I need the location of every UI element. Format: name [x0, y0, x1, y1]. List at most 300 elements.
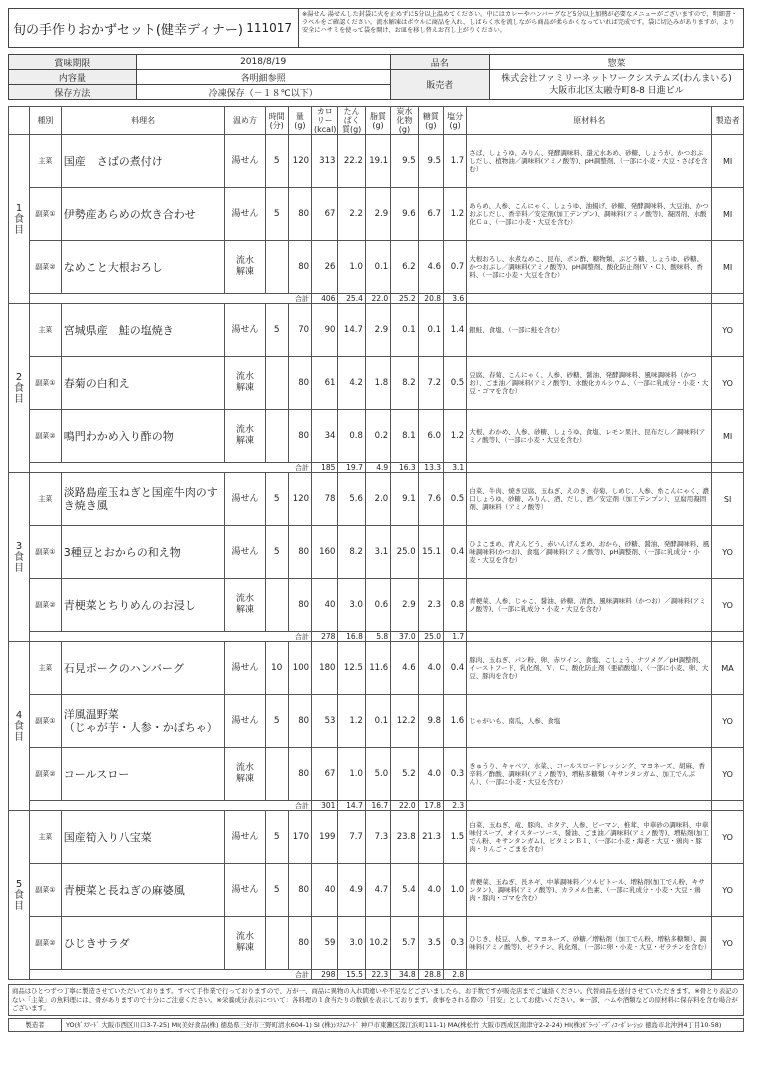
salt-value: 1.0	[444, 864, 467, 917]
total-carb: 25.2	[391, 294, 418, 304]
total-fat: 22.0	[365, 294, 390, 304]
table-row	[9, 410, 744, 463]
sugar-value: 9.8	[418, 695, 443, 748]
dish-name: 国産筍入り八宝菜	[61, 811, 225, 864]
salt-value: 0.4	[444, 526, 467, 579]
total-sugar: 13.3	[418, 463, 443, 473]
heating-method: 流水 解凍	[225, 357, 265, 410]
col-time: 時間(分)	[265, 107, 288, 135]
total-empty-ingredients	[467, 970, 712, 980]
total-empty-maker	[712, 632, 744, 642]
col-salt: 塩分(g)	[444, 107, 467, 135]
maker-code: YO	[712, 579, 744, 632]
time-value: 5	[265, 135, 288, 188]
fat-value: 4.7	[365, 864, 390, 917]
col-day	[9, 107, 30, 135]
total-row	[9, 294, 744, 304]
maker-code: MI	[712, 410, 744, 463]
table-row	[9, 695, 744, 748]
col-sugar: 糖質(g)	[418, 107, 443, 135]
calorie-value: 59	[312, 917, 338, 970]
protein-value: 3.0	[338, 917, 365, 970]
calorie-value: 67	[312, 748, 338, 801]
footer-note: 商品はひとつずつ丁寧に製造させていただいております。すべて手作業で行っておりますので、万が一、商品に異物の入れ間違いや不足などございましたら、お手数ですが販売店までご連絡ください。代替商品を送付させていただきます。※骨とり表記のない「主菜」の魚料理には、骨がありますので十分にご注意ください。※栄養成分表示について：各料理の１食当たりの数値を表示しております。食事をされる際の「目安」としてお使いください。※一部、ハムや酒類などの原材料に保存料を含む場合がございます。	[8, 984, 744, 1016]
carb-value: 23.8	[391, 811, 418, 864]
amount-value: 120	[288, 135, 311, 188]
calorie-value: 40	[312, 864, 338, 917]
amount-value: 80	[288, 917, 311, 970]
dish-name: ひじきサラダ	[61, 917, 225, 970]
salt-value: 1.5	[444, 811, 467, 864]
sugar-value: 6.0	[418, 410, 443, 463]
ingredients-text: 白菜、玉ねぎ、竜、豚肉、ホタテ、人参、ピーマン、椎茸、中華砂の調味料、中華味付スープ、オイスターソース、醤油、ごま油／調味料(アミノ酸等)、増粘剤(加工でん粉、キサンタンガム)、ビタミンＢ１、（一部に小麦・海老・大豆・鶏肉・豚肉・りんご・ごまを含む）	[467, 811, 712, 864]
ingredients-text: 青梗菜、人参、じゃこ、醤油、砂糖、清酒、風味調味料（かつお）／調味料(アミノ酸等)、（一部に乳成分・小麦・大豆を含む）	[467, 579, 712, 632]
ingredients-text: じゃがいも、南瓜、人参、食塩	[467, 695, 712, 748]
maker-code: MI	[712, 135, 744, 188]
salt-value: 1.6	[444, 695, 467, 748]
col-dish: 料理名	[61, 107, 225, 135]
calorie-value: 34	[312, 410, 338, 463]
total-sugar: 17.8	[418, 801, 443, 811]
product-value: 惣菜	[489, 55, 743, 70]
total-salt: 3.6	[444, 294, 467, 304]
col-ingredients: 原材料名	[467, 107, 712, 135]
total-row	[9, 463, 744, 473]
table-row	[9, 642, 744, 695]
maker-code: YO	[712, 864, 744, 917]
dish-category: 副菜②	[30, 748, 62, 801]
dish-category: 副菜①	[30, 695, 62, 748]
sugar-value: 2.3	[418, 579, 443, 632]
carb-value: 12.2	[391, 695, 418, 748]
fat-value: 7.3	[365, 811, 390, 864]
amount-value: 80	[288, 748, 311, 801]
heating-method: 湯せん	[225, 526, 265, 579]
dish-category: 主菜	[30, 811, 62, 864]
carb-value: 5.2	[391, 748, 418, 801]
maker-code: MI	[712, 188, 744, 241]
total-empty-maker	[712, 294, 744, 304]
ingredients-text: 白菜、牛肉、焼き豆腐、玉ねぎ、えのき、春菊、しめじ、人参、糸こんにゃく、濃口しょうゆ、砂糖、みりん、酒、だし、酒／安定剤（加工デンプン）、豆腐用凝固剤、調味料（アミノ酸等）	[467, 473, 712, 526]
protein-value: 14.7	[338, 304, 365, 357]
sugar-value: 7.6	[418, 473, 443, 526]
fat-value: 3.1	[365, 526, 390, 579]
table-row	[9, 811, 744, 864]
maker-code: YO	[712, 357, 744, 410]
calorie-value: 90	[312, 304, 338, 357]
dish-category: 副菜②	[30, 917, 62, 970]
document-title: 旬の手作りおかずセット(健幸ディナー)	[13, 22, 243, 38]
total-row	[9, 632, 744, 642]
storage-label: 保存方法	[9, 85, 137, 100]
dish-category: 副菜①	[30, 864, 62, 917]
col-fat: 脂質(g)	[365, 107, 390, 135]
calorie-value: 53	[312, 695, 338, 748]
total-cal: 185	[312, 463, 338, 473]
time-value: 5	[265, 526, 288, 579]
maker-code: YO	[712, 748, 744, 801]
time-value: 5	[265, 304, 288, 357]
sugar-value: 21.3	[418, 811, 443, 864]
meal-number-label: 2食目	[9, 304, 30, 473]
total-pro: 19.7	[338, 463, 365, 473]
content-value: 各明細参照	[136, 70, 390, 85]
total-fat: 22.3	[365, 970, 390, 980]
ingredients-text: 大根おろし、水煮なめこ、昆布、ポン酢、糖物類、ぶどう糖、しょうゆ、砂糖、かつおぶし／調味料(アミノ酸等)、pH調整剤、酸化防止剤(Ｖ・Ｃ)、酸味料、香料、（一部に小麦・大豆を含む）	[467, 241, 712, 294]
col-amount: 量(g)	[288, 107, 311, 135]
dish-category: 副菜②	[30, 579, 62, 632]
carb-value: 8.2	[391, 357, 418, 410]
total-fat: 5.8	[365, 632, 390, 642]
ingredients-text: 青梗菜、玉ねぎ、長ネギ、中華調味料／ソルビトール、増粘剤(加工でん粉、キサンタン)、調味料(アミノ酸等)、カラメル色素、（一部に乳成分・小麦・大豆・鶏肉・豚肉・ゴマを含む）	[467, 864, 712, 917]
calorie-value: 160	[312, 526, 338, 579]
fat-value: 2.0	[365, 473, 390, 526]
carb-value: 25.0	[391, 526, 418, 579]
time-value	[265, 748, 288, 801]
dish-name: 3種豆とおからの和え物	[61, 526, 225, 579]
table-row	[9, 917, 744, 970]
seller-value	[489, 70, 743, 100]
maker-code: YO	[712, 304, 744, 357]
carb-value: 8.1	[391, 410, 418, 463]
dish-name: 宮城県産 鮭の塩焼き	[61, 304, 225, 357]
total-carb: 37.0	[391, 632, 418, 642]
dish-name: 石見ポークのハンバーグ	[61, 642, 225, 695]
heating-method: 流水 解凍	[225, 917, 265, 970]
total-empty-maker	[712, 801, 744, 811]
maker-code: YO	[712, 917, 744, 970]
time-value: 5	[265, 188, 288, 241]
calorie-value: 61	[312, 357, 338, 410]
salt-value: 0.4	[444, 642, 467, 695]
salt-value: 0.7	[444, 241, 467, 294]
time-value: 5	[265, 473, 288, 526]
dish-name: 洋風温野菜 （じゃが芋・人参・かぼちゃ）	[61, 695, 225, 748]
header-note: ※湯せん 湯せんした封袋に火を止めずに5分以上温めてください。中にはカレーやハンバーグなど5分以上加熱が必要なメニューがございますので、明細書・ラベルをご確認ください。流水解凍はボウルに商品を入れ、しばらく水を流しながら商品が柔らかくなっていれば完成です。袋に切込みがありますが、より安全にハサミを使って袋を開け、お皿を移し替えお召し上がりください。	[302, 11, 738, 34]
total-label: 合計	[30, 970, 312, 980]
fat-value: 10.2	[365, 917, 390, 970]
salt-value: 1.2	[444, 188, 467, 241]
total-pro: 16.8	[338, 632, 365, 642]
dish-name: 伊勢産あらめの炊き合わせ	[61, 188, 225, 241]
amount-value: 80	[288, 357, 311, 410]
protein-value: 1.2	[338, 695, 365, 748]
fat-value: 19.1	[365, 135, 390, 188]
total-sugar: 25.0	[418, 632, 443, 642]
amount-value: 100	[288, 642, 311, 695]
menu-body	[9, 135, 744, 980]
time-value: 10	[265, 642, 288, 695]
ingredients-text: ひじき、枝豆、人参、マヨネーズ、砂糖／増粘剤（加工でん粉、増粘多糖類）、調味料(アミノ酸等)、ゼラチン、乳化剤、（一部に卵・小麦・大豆・ゼラチンを含む）	[467, 917, 712, 970]
dish-category: 副菜②	[30, 241, 62, 294]
dish-category: 副菜①	[30, 357, 62, 410]
total-empty-ingredients	[467, 632, 712, 642]
protein-value: 0.8	[338, 410, 365, 463]
col-category: 種別	[30, 107, 62, 135]
amount-value: 170	[288, 811, 311, 864]
dish-category: 主菜	[30, 473, 62, 526]
maker-code: YO	[712, 695, 744, 748]
protein-value: 8.2	[338, 526, 365, 579]
meal-number-label: 4食目	[9, 642, 30, 811]
fat-value: 0.6	[365, 579, 390, 632]
product-label: 品名	[390, 55, 489, 70]
ingredients-text: ひよこまめ、青えんどう、赤いんげんまめ、おから、砂糖、醤油、発酵調味料、風味調味料(かつお)、食塩／調味料(アミノ酸等)、pH調整剤、（一部に乳成分・小麦・大豆を含む）	[467, 526, 712, 579]
meal-number-label: 3食目	[9, 473, 30, 642]
carb-value: 9.6	[391, 188, 418, 241]
heating-method: 湯せん	[225, 642, 265, 695]
total-empty-ingredients	[467, 463, 712, 473]
protein-value: 3.0	[338, 579, 365, 632]
dish-category: 主菜	[30, 304, 62, 357]
total-fat: 16.7	[365, 801, 390, 811]
ingredients-text: あらめ、人参、こんにゃく、しょうゆ、油揚げ、砂糖、発酵調味料、大豆油、かつおぶしだし、香辛料／安定剤(加工デンプン)、調味料(アミノ酸等)、凝固剤、水酸化Ｃａ、（一部に小麦・大豆を含む）	[467, 188, 712, 241]
carb-value: 9.5	[391, 135, 418, 188]
protein-value: 2.2	[338, 188, 365, 241]
salt-value: 0.8	[444, 579, 467, 632]
salt-value: 0.3	[444, 748, 467, 801]
heating-method: 湯せん	[225, 304, 265, 357]
carb-value: 4.6	[391, 642, 418, 695]
sugar-value: 15.1	[418, 526, 443, 579]
total-cal: 278	[312, 632, 338, 642]
total-cal: 406	[312, 294, 338, 304]
seller-label: 販売者	[390, 70, 489, 100]
protein-value: 1.0	[338, 241, 365, 294]
time-value	[265, 241, 288, 294]
heating-method: 流水 解凍	[225, 579, 265, 632]
protein-value: 4.2	[338, 357, 365, 410]
ingredients-text: 銀鮭、食塩、（一部に鮭を含む）	[467, 304, 712, 357]
info-table	[8, 54, 744, 100]
dish-name: 淡路島産玉ねぎと国産牛肉のすき焼き風	[61, 473, 225, 526]
table-row	[9, 304, 744, 357]
total-pro: 25.4	[338, 294, 365, 304]
heating-method: 湯せん	[225, 695, 265, 748]
maker-code: YO	[712, 811, 744, 864]
carb-value: 0.1	[391, 304, 418, 357]
time-value	[265, 357, 288, 410]
dish-name: コールスロー	[61, 748, 225, 801]
seller-address: 大阪市北区太融寺町8-8 日進ビル	[549, 85, 684, 96]
total-row	[9, 970, 744, 980]
heating-method: 流水 解凍	[225, 748, 265, 801]
total-pro: 15.5	[338, 970, 365, 980]
table-row	[9, 135, 744, 188]
maker-code: SI	[712, 473, 744, 526]
fat-value: 0.1	[365, 695, 390, 748]
protein-value: 12.5	[338, 642, 365, 695]
calorie-value: 67	[312, 188, 338, 241]
dish-category: 副菜①	[30, 526, 62, 579]
total-empty-ingredients	[467, 801, 712, 811]
fat-value: 5.0	[365, 748, 390, 801]
sugar-value: 3.5	[418, 917, 443, 970]
ingredients-text: さば、しょうゆ、みりん、発酵調味料、還元水あめ、砂糖、しょうが、かつおぶしだし、植物油／調味料(アミノ酸等)、pH調整剤、（一部に小麦・大豆・さばを含む）	[467, 135, 712, 188]
amount-value: 80	[288, 695, 311, 748]
calorie-value: 26	[312, 241, 338, 294]
total-empty-maker	[712, 463, 744, 473]
salt-value: 0.5	[444, 473, 467, 526]
protein-value: 7.7	[338, 811, 365, 864]
protein-value: 4.9	[338, 864, 365, 917]
calorie-value: 180	[312, 642, 338, 695]
page	[8, 8, 744, 1032]
calorie-value: 78	[312, 473, 338, 526]
sugar-value: 9.5	[418, 135, 443, 188]
table-row	[9, 864, 744, 917]
ingredients-text: 大根、わかめ、人参、砂糖、しょうゆ、食塩、レモン果汁、昆布だし／調味料(アミノ酸等)、（一部に小麦・大豆を含む）	[467, 410, 712, 463]
heating-method: 湯せん	[225, 811, 265, 864]
sugar-value: 4.0	[418, 864, 443, 917]
col-method: 温め方	[225, 107, 265, 135]
sugar-value: 4.0	[418, 748, 443, 801]
best-before-label: 賞味期限	[9, 55, 137, 70]
sugar-value: 7.2	[418, 357, 443, 410]
time-value	[265, 917, 288, 970]
total-salt: 3.1	[444, 463, 467, 473]
total-carb: 16.3	[391, 463, 418, 473]
total-label: 合計	[30, 632, 312, 642]
sugar-value: 6.7	[418, 188, 443, 241]
storage-value: 冷凍保存（－１８℃以下）	[136, 85, 390, 100]
menu-table	[8, 106, 744, 980]
time-value	[265, 410, 288, 463]
protein-value: 1.0	[338, 748, 365, 801]
time-value: 5	[265, 811, 288, 864]
total-cal: 298	[312, 970, 338, 980]
table-row	[9, 748, 744, 801]
time-value: 5	[265, 695, 288, 748]
ingredients-text: 豆腐、春菊、こんにゃく、人参、砂糖、醤油、発酵調味料、風味調味料（かつお）、ごま油／調味料(アミノ酸等)、水酸化カルシウム、（一部に乳成分・小麦・大豆・ゴマを含む）	[467, 357, 712, 410]
salt-value: 0.5	[444, 357, 467, 410]
maker-list: YO(ｶﾞｽﾌｰﾄﾞ 大阪市西区川口3-7-25) MI(美好食品(株) 徳島県三好市三野町清水604-1) SI (株)ｼｽﾃﾑﾌｰﾄﾞ 神戸市東灘区深江浜町111-1) MA(株松竹 大阪市西成区南津守2-2-24) HI(株)ｶﾞﾗｰｼﾞｰﾃﾞｨｺｰﾎﾟﾚｰｼｮﾝ 徳島市北沖洲4丁目10-58)	[66, 1021, 722, 1029]
total-label: 合計	[30, 801, 312, 811]
col-protein: たんぱく質(g)	[338, 107, 365, 135]
heating-method: 湯せん	[225, 188, 265, 241]
dish-category: 副菜②	[30, 410, 62, 463]
best-before-value: 2018/8/19	[136, 55, 390, 70]
col-maker: 製造者	[712, 107, 744, 135]
table-row	[9, 579, 744, 632]
maker-label: 製造者	[9, 1019, 62, 1031]
amount-value: 80	[288, 410, 311, 463]
dish-category: 副菜①	[30, 188, 62, 241]
dish-name: なめこと大根おろし	[61, 241, 225, 294]
fat-value: 2.9	[365, 188, 390, 241]
maker-code: YO	[712, 526, 744, 579]
fat-value: 2.9	[365, 304, 390, 357]
total-empty-ingredients	[467, 294, 712, 304]
maker-code: MI	[712, 241, 744, 294]
protein-value: 5.6	[338, 473, 365, 526]
total-salt: 2.3	[444, 801, 467, 811]
table-row	[9, 357, 744, 410]
table-row	[9, 526, 744, 579]
fat-value: 1.8	[365, 357, 390, 410]
total-salt: 1.7	[444, 632, 467, 642]
ingredients-text: 豚肉、玉ねぎ、パン粉、卵、赤ワイン、食塩、こしょう、ナツメグ／pH調整剤、イーストフード、乳化剤、Ｖ．Ｃ、酸化防止剤（亜硝酸塩）、（一部に小麦、卵、大豆、豚肉を含む）	[467, 642, 712, 695]
calorie-value: 199	[312, 811, 338, 864]
heating-method: 湯せん	[225, 135, 265, 188]
fat-value: 0.1	[365, 241, 390, 294]
protein-value: 22.2	[338, 135, 365, 188]
seller-name: 株式会社ファミリーネットワークシステムズ(わんまいる)	[501, 73, 732, 84]
content-label: 内容量	[9, 70, 137, 85]
salt-value: 1.4	[444, 304, 467, 357]
carb-value: 9.1	[391, 473, 418, 526]
title-box	[9, 9, 299, 47]
ingredients-text: きゅうり、キャベツ、水菜、、コールスロードレッシング、マヨネーズ、胡麻、香辛料／酢酸、調味料(アミノ酸等)、増粘多糖類（キサンタンガム、加工でんぷん）、（一部に小麦・大豆を含む）	[467, 748, 712, 801]
time-value	[265, 579, 288, 632]
total-sugar: 20.8	[418, 294, 443, 304]
heating-method: 流水 解凍	[225, 241, 265, 294]
fat-value: 11.6	[365, 642, 390, 695]
salt-value: 1.7	[444, 135, 467, 188]
amount-value: 80	[288, 241, 311, 294]
product-code: 111017	[246, 21, 292, 35]
dish-name: 国産 さばの煮付け	[61, 135, 225, 188]
heating-method: 湯せん	[225, 864, 265, 917]
total-sugar: 28.8	[418, 970, 443, 980]
total-label: 合計	[30, 463, 312, 473]
maker-line	[8, 1018, 744, 1032]
total-empty-maker	[712, 970, 744, 980]
amount-value: 80	[288, 188, 311, 241]
carb-value: 2.9	[391, 579, 418, 632]
salt-value: 1.2	[444, 410, 467, 463]
amount-value: 80	[288, 579, 311, 632]
fat-value: 0.2	[365, 410, 390, 463]
amount-value: 70	[288, 304, 311, 357]
header	[8, 8, 744, 48]
total-pro: 14.7	[338, 801, 365, 811]
col-carb: 炭水化物(g)	[391, 107, 418, 135]
salt-value: 0.3	[444, 917, 467, 970]
total-salt: 2.8	[444, 970, 467, 980]
total-row	[9, 801, 744, 811]
calorie-value: 313	[312, 135, 338, 188]
total-fat: 4.9	[365, 463, 390, 473]
time-value: 5	[265, 864, 288, 917]
amount-value: 80	[288, 526, 311, 579]
heating-method: 湯せん	[225, 473, 265, 526]
meal-number-label: 5食目	[9, 811, 30, 980]
total-carb: 22.0	[391, 801, 418, 811]
amount-value: 120	[288, 473, 311, 526]
total-cal: 301	[312, 801, 338, 811]
table-row	[9, 473, 744, 526]
table-row	[9, 241, 744, 294]
sugar-value: 4.6	[418, 241, 443, 294]
dish-name: 青梗菜とちりめんのお浸し	[61, 579, 225, 632]
dish-name: 春菊の白和え	[61, 357, 225, 410]
carb-value: 6.2	[391, 241, 418, 294]
dish-name: 鳴門わかめ入り酢の物	[61, 410, 225, 463]
maker-code: MA	[712, 642, 744, 695]
carb-value: 5.7	[391, 917, 418, 970]
dish-category: 主菜	[30, 642, 62, 695]
carb-value: 5.4	[391, 864, 418, 917]
sugar-value: 4.0	[418, 642, 443, 695]
meal-number-label: 1食目	[9, 135, 30, 304]
dish-name: 青梗菜と長ねぎの麻婆風	[61, 864, 225, 917]
col-calorie: カロリー(kcal)	[312, 107, 338, 135]
table-row	[9, 188, 744, 241]
amount-value: 80	[288, 864, 311, 917]
heating-method: 流水 解凍	[225, 410, 265, 463]
total-label: 合計	[30, 294, 312, 304]
